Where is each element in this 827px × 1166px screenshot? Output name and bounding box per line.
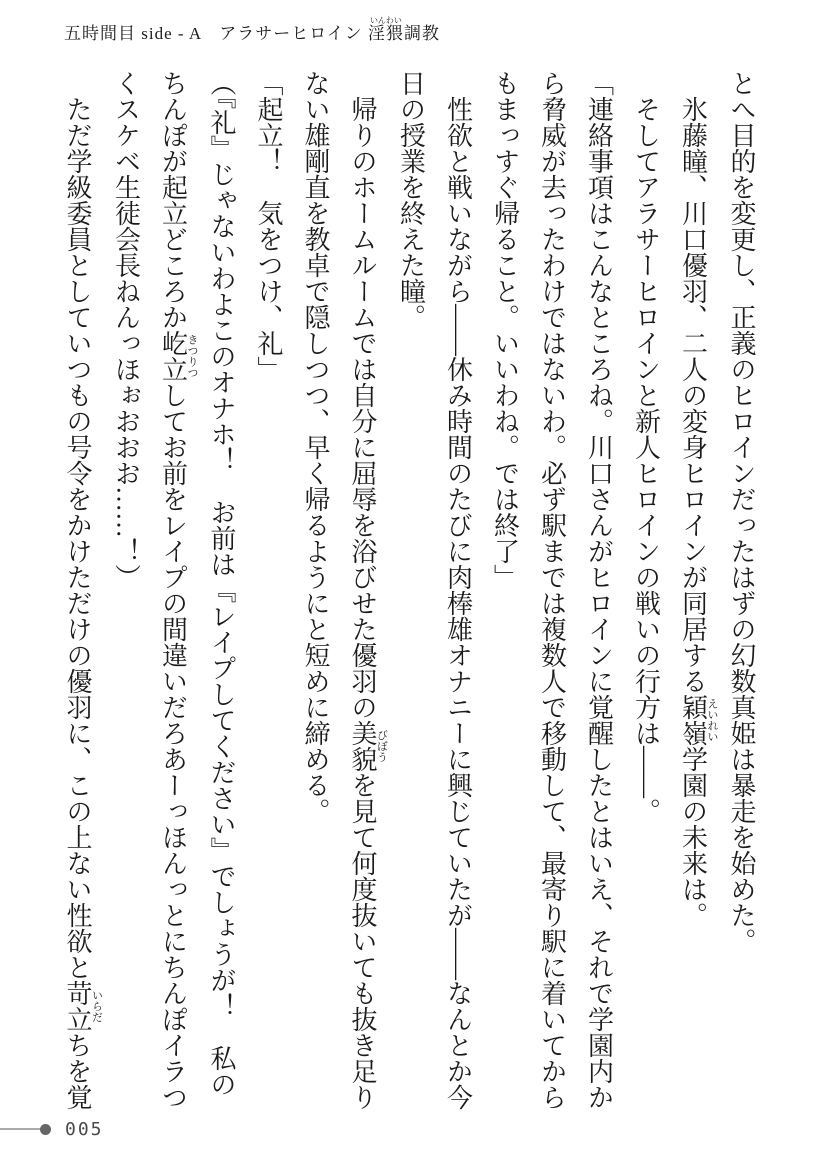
ruby-annotated-word: 屹立きつりつ xyxy=(158,330,198,382)
ruby-annotated-word: 穎嶺えいれい xyxy=(678,694,718,746)
page-number: 005 xyxy=(65,1118,104,1140)
text-line: ちんぽが起立どころか屹立きつりつしてお前をレイプの間違いだろあーっほんっとにちんぽイラつ xyxy=(158,70,198,1110)
ruby-annotated-word: 苛立いらだ xyxy=(63,980,103,1032)
text-line: ない雄剛直を教卓で隠しつつ、早く帰るようにと短めに締める。 xyxy=(301,70,330,824)
footer-dot xyxy=(40,1124,51,1135)
text-line: 氷藤瞳、川口優羽、二人の変身ヒロインが同居する穎嶺えいれい学園の未来は。 xyxy=(678,96,718,928)
body-text xyxy=(53,70,765,1116)
text-line: 「起立！ 気をつけ、礼」 xyxy=(254,70,283,382)
text-line: ら脅威が去ったわけではないわ。必ず駅までは複数人で移動して、最寄り駅に着いてから xyxy=(537,70,567,1110)
text-line: （『礼』じゃないわよこのオナホ！ お前は『レイプしてください』でしょうが！ 私の xyxy=(207,70,236,1097)
ruby-annotated-word: 美貌びぼう xyxy=(348,720,388,772)
text-line: ただ学級委員としていつもの号令をかけただけの優羽に、この上ない性欲と苛立いらだちを覚 xyxy=(63,96,103,1110)
text-line: くスケベ生徒会長ねんっほぉおおお……！） xyxy=(111,70,141,590)
text-line: 帰りのホームルームでは自分に屈辱を浴びせた優羽の美貌びぼうを見て何度抜いても抜き足り xyxy=(348,96,388,1110)
footer-rule xyxy=(0,1128,41,1130)
ruby-annotated-word: 淫猥いんわい xyxy=(367,16,404,43)
text-line: そしてアラサーヒロインと新人ヒロインの戦いの行方は――。 xyxy=(631,96,661,824)
text-line: 「連絡事項はこんなところね。川口さんがヒロインに覚醒したとはいえ、それで学園内か xyxy=(584,70,614,1110)
running-header: 五時間目 side - A アラサーヒロイン 淫猥いんわい調教 xyxy=(64,16,440,43)
text-line: とへ目的を変更し、正義のヒロインだったはずの幻数真姫は暴走を始めた。 xyxy=(727,70,756,954)
text-line: 性欲と戦いながら――休み時間のたびに肉棒雄オナニーに興じていたが――なんとか今 xyxy=(443,96,473,1110)
page-footer xyxy=(0,1119,104,1139)
text-line: 日の授業を終えた瞳。 xyxy=(396,70,426,330)
text-line: もまっすぐ帰ること。いいわね。では終了」 xyxy=(490,70,520,590)
